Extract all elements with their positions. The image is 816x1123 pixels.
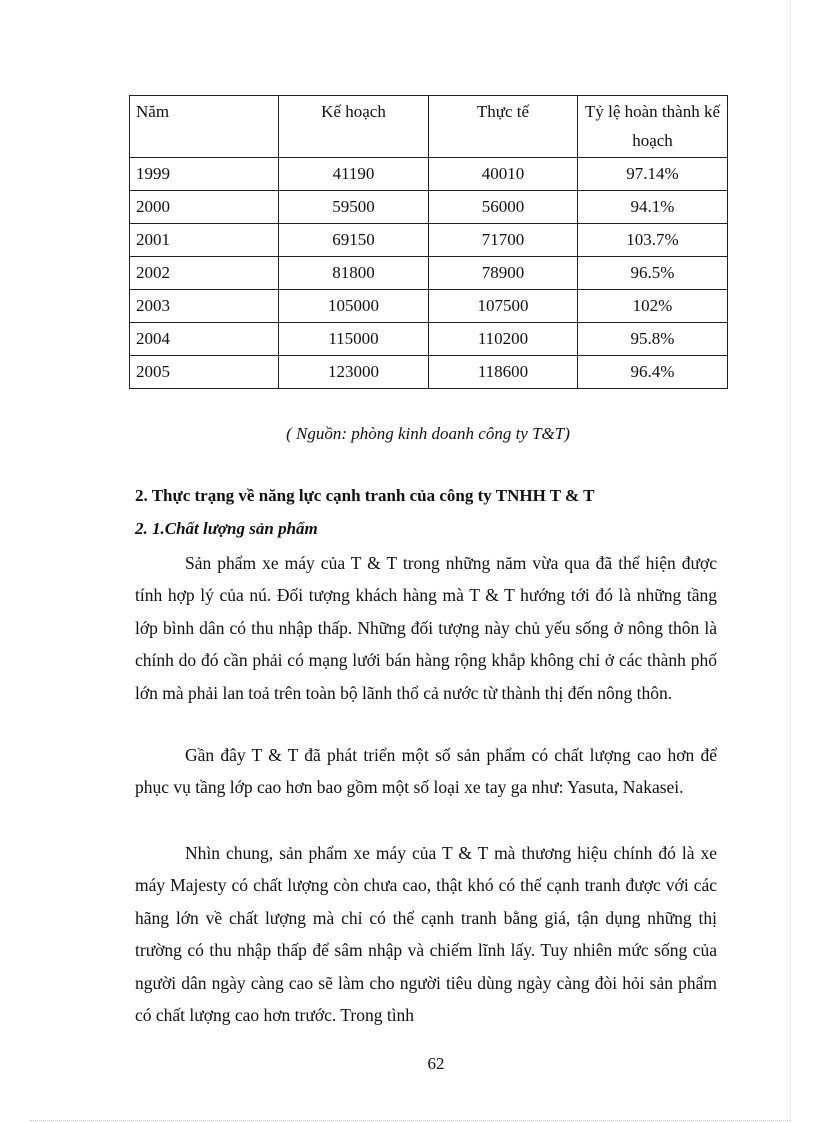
- header-completion-rate: Tỷ lệ hoàn thành kế hoạch: [578, 96, 728, 158]
- plan-vs-actual-table: [129, 95, 728, 389]
- cell-rate: 97.14%: [578, 158, 728, 191]
- cell-year: 2001: [130, 224, 279, 257]
- cell-rate: 96.4%: [578, 356, 728, 389]
- cell-rate: 96.5%: [578, 257, 728, 290]
- cell-actual: 107500: [429, 290, 578, 323]
- cell-plan: 123000: [279, 356, 429, 389]
- table-row: [130, 158, 728, 191]
- cell-plan: 59500: [279, 191, 429, 224]
- header-year: Năm: [130, 96, 279, 158]
- section-heading: 2. Thực trạng về năng lực cạnh tranh của công ty TNHH T & T: [135, 486, 595, 505]
- body-paragraph: Sản phẩm xe máy của T & T trong những năm vừa qua đã thể hiện được tính hợp lý của nú. Đối tượng khách hàng mà T & T hướng tới đó là những tầng lớp bình dân có thu nhập thấp. Những đối tượng này chủ yếu sống ở nông thôn là chính do đó cần phải có mạng lưới bán hàng rộng khắp không chỉ ở các thành phố lớn mà phải lan toả trên toàn bộ lãnh thổ cả nước từ thành thị đến nông thôn.: [135, 553, 717, 703]
- body-paragraph: Nhìn chung, sản phẩm xe máy của T & T mà thương hiệu chính đó là xe máy Majesty có chất lượng còn chưa cao, thật khó có thể cạnh tranh được với các hãng lớn về chất lượng mà chỉ có thể cạnh tranh bằng giá, tận dụng những thị trường có thu nhập thấp để sâm nhập và chiếm lĩnh lấy. Tuy nhiên mức sống của người dân ngày càng cao sẽ làm cho người tiêu dùng ngày càng đòi hỏi sản phẩm có chất lượng cao hơn trước. Trong tình: [135, 843, 717, 1026]
- cell-plan: 41190: [279, 158, 429, 191]
- cell-rate: 94.1%: [578, 191, 728, 224]
- cell-plan: 115000: [279, 323, 429, 356]
- cell-year: 2000: [130, 191, 279, 224]
- cell-rate: 95.8%: [578, 323, 728, 356]
- table-header-row: [130, 96, 728, 158]
- header-plan: Kế hoạch: [279, 96, 429, 158]
- table-row: [130, 191, 728, 224]
- page-number: 62: [427, 1054, 445, 1073]
- cell-plan: 69150: [279, 224, 429, 257]
- cell-plan: 105000: [279, 290, 429, 323]
- cell-plan: 81800: [279, 257, 429, 290]
- table-row: [130, 323, 728, 356]
- cell-actual: 118600: [429, 356, 578, 389]
- table-row: [130, 290, 728, 323]
- table-row: [130, 257, 728, 290]
- cell-actual: 56000: [429, 191, 578, 224]
- cell-actual: 78900: [429, 257, 578, 290]
- cell-year: 2005: [130, 356, 279, 389]
- body-paragraph: Gần đây T & T đã phát triển một số sản phẩm có chất lượng cao hơn để phục vụ tầng lớp cao hơn bao gồm một số loại xe tay ga như: Yasuta, Nakasei.: [135, 745, 717, 798]
- cell-year: 2003: [130, 290, 279, 323]
- page-bottom-divider: [30, 1120, 790, 1121]
- header-actual: Thực tế: [429, 96, 578, 158]
- cell-year: 2004: [130, 323, 279, 356]
- cell-year: 2002: [130, 257, 279, 290]
- cell-actual: 110200: [429, 323, 578, 356]
- table-row: [130, 356, 728, 389]
- source-note: ( Nguồn: phòng kinh doanh công ty T&T): [286, 424, 570, 443]
- cell-actual: 40010: [429, 158, 578, 191]
- subsection-heading: 2. 1.Chất lượng sản phẩm: [135, 519, 318, 538]
- page-right-divider: [790, 0, 791, 1123]
- cell-rate: 102%: [578, 290, 728, 323]
- table-row: [130, 224, 728, 257]
- cell-rate: 103.7%: [578, 224, 728, 257]
- cell-year: 1999: [130, 158, 279, 191]
- cell-actual: 71700: [429, 224, 578, 257]
